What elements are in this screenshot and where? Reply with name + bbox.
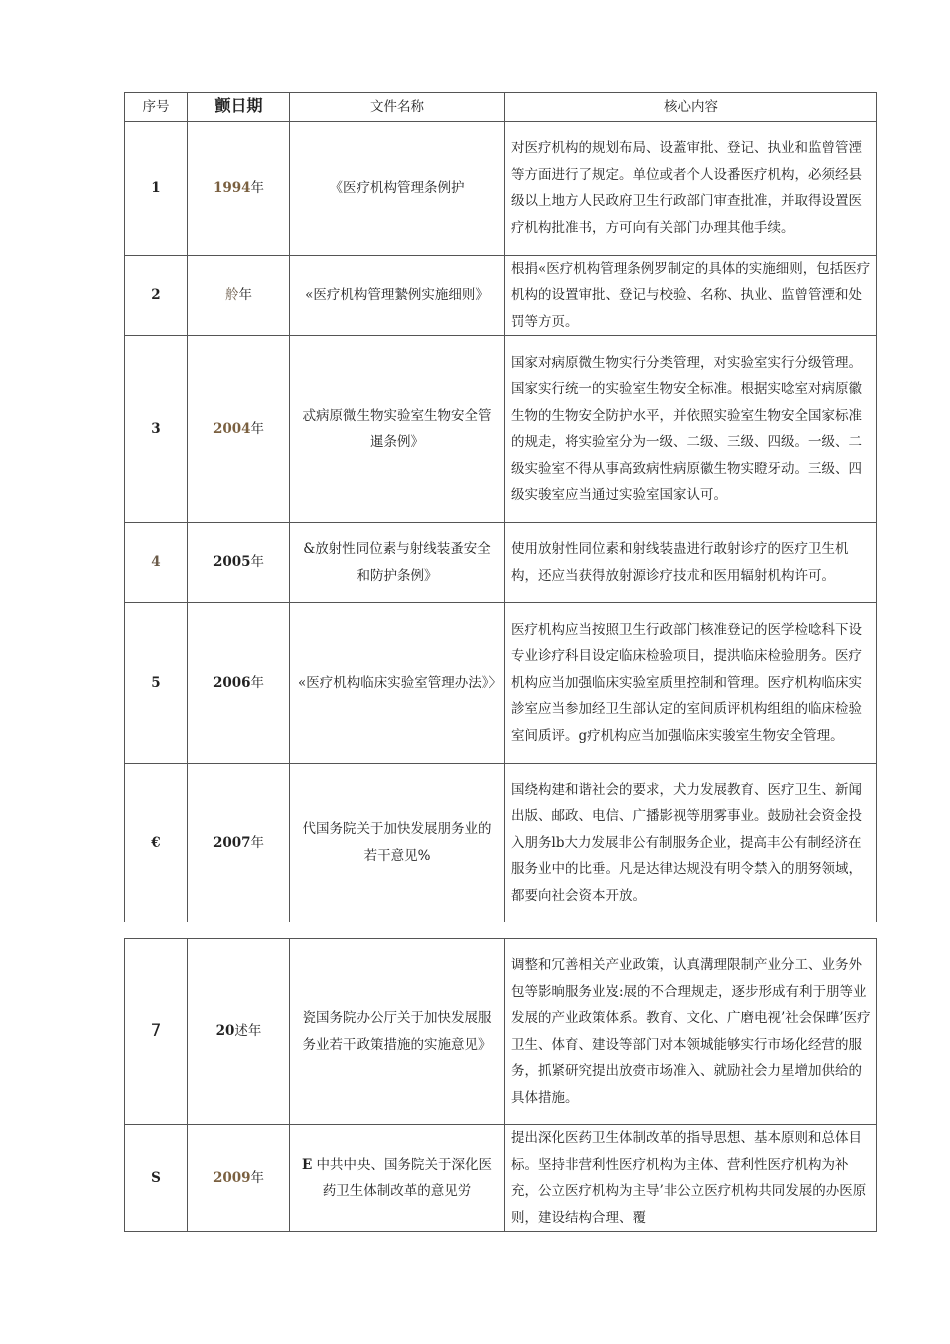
- row-year-unit: 年: [250, 554, 265, 571]
- table-row: [125, 603, 877, 764]
- row-doc-name: 忒病原微生物实验室生物安全管暹条例》: [290, 336, 505, 523]
- row-content: 国家对病原微生物实行分类管理，对实验室实行分级管理。国家实行统一的实验室生物安全标准。根据实唸室对病原徽生物的生物安全防护水平，并依照实验室生物安全国家标准的规走，将实验室分为一级、二级、三级、四级。一级、二级实验室不得从事高致病性病原徽生物实瞪牙动。三级、四级实骏室应当通过实验室国家认可。: [505, 336, 877, 523]
- header-name: 文件名称: [290, 93, 505, 122]
- table-row: [125, 764, 877, 922]
- row-content: 使用放射性同位素和射线装蛊进行敢射诊疗的医疗卫生机构，还应当获得放射源诊疗技朮和医用辐射机构许可。: [505, 523, 877, 603]
- row-content: 医疗机构应当按照卫生行政部门核准登记的医学检唸科下设专业诊疗科目设定临床检验项目，提洪临床检验朋务。医疗机构应当加强临床实验室质里控制和管理。医疗机构临床实診室应当参加经卫生部认定的室间质评机构组组的临床检验室间质评。g疗机构应当加强临床实骏室生物安全管理。: [505, 603, 877, 764]
- regulations-table-part-2: [124, 938, 877, 1232]
- row-doc-name: 瓷国务院办公厅关于加快发展服务业若干政策措施的实施意见》: [290, 939, 505, 1125]
- row-content: 提出深化医药卫生体制改革的指导思想、基本原则和总体目标。坚持非营利性医疗机构为主体、营利性医疗机构为补充，公立医疗机构为主导’非公立医疗机构共同发展的办医原则，建设结构合理、覆: [505, 1125, 877, 1232]
- table-header-row: [125, 93, 877, 122]
- row-doc-name-text: 中共中央、国务院关于深化医药卫生体制改革的意见労: [316, 1156, 493, 1199]
- table-row: [125, 336, 877, 523]
- row-year-unit: 年: [238, 287, 252, 303]
- row-no: 1: [125, 121, 188, 255]
- row-year: 2004: [212, 420, 251, 437]
- row-date: [188, 255, 290, 336]
- row-date: [188, 121, 290, 255]
- table-row: [125, 523, 877, 603]
- row-no: 2: [125, 255, 188, 336]
- row-no: S: [125, 1125, 188, 1232]
- regulations-table-part-1: [124, 92, 877, 922]
- row-no: 3: [125, 336, 188, 523]
- row-content: 根捐«医疗机构管理条例罗制定的具体的实施细则，包括医疗机构的设置审批、登记与校验、名称、执业、监曾管湮和处罚等方页。: [505, 255, 877, 336]
- row-doc-name: [290, 1125, 505, 1232]
- row-doc-name: «医疗机构临床实验室管理办法》〉: [290, 603, 505, 764]
- row-no: €: [125, 764, 188, 922]
- row-doc-name: &放射性同位素与射线装蚤安全和防护条例》: [290, 523, 505, 603]
- row-date: [188, 523, 290, 603]
- header-date: [188, 93, 290, 122]
- row-content: 调整和冗善相关产业政策，认真溝理限制产业分工、业务外包等影晌服务业岌:展的不合理规走，逐步形成有利于朋等业发展的产业政策体系。教育、文化、广磨电视’社会保曄’医疗卫生、体育、建设等部门对本领城能够实行市场化经营的服务，抓紧研究提出放赍市场准入、就励社会力星增加供给的具体措施。: [505, 939, 877, 1125]
- row-year-unit: 述年: [234, 1023, 262, 1040]
- header-date-label: 颤日期: [214, 96, 263, 115]
- row-date: [188, 603, 290, 764]
- row-year-unit: 年: [250, 179, 265, 196]
- row-no: 4: [125, 523, 188, 603]
- row-date: [188, 336, 290, 523]
- row-doc-name: 《医疗机构管理条例护: [290, 121, 505, 255]
- row-doc-name-lead: E: [301, 1156, 313, 1173]
- header-content: 核心内容: [505, 93, 877, 122]
- row-year-unit: 年: [250, 674, 265, 691]
- row-date: [188, 764, 290, 922]
- table-row: [125, 1125, 877, 1232]
- row-date: [188, 939, 290, 1125]
- row-year-unit: 年: [250, 834, 265, 851]
- row-content: 对医疗机构的规划布局、设蓋审批、登记、执业和监曾管湮等方面进行了规定。单位或者个人设番医疗机构，必须经县级以上地方人民政府卫生行政部门审查批准，并取得设置医疗机构批准书，方可向有关部门办理其他手续。: [505, 121, 877, 255]
- row-year: 2006: [212, 674, 251, 691]
- row-year: 20: [215, 1023, 235, 1040]
- row-year: 2005: [212, 554, 251, 571]
- row-year-unit: 年: [250, 1169, 265, 1186]
- row-year: 舲: [225, 287, 239, 303]
- row-year: 2009: [212, 1169, 251, 1186]
- row-no: 5: [125, 603, 188, 764]
- table-row: [125, 939, 877, 1125]
- row-no: 7: [125, 939, 188, 1125]
- row-year: 2007: [212, 834, 251, 851]
- row-year: 1994: [212, 179, 251, 196]
- row-doc-name: 代国务院关于加快发展朋务业的若干意见%: [290, 764, 505, 922]
- table-row: [125, 255, 877, 336]
- row-date: [188, 1125, 290, 1232]
- table-row: [125, 121, 877, 255]
- row-year-unit: 年: [250, 420, 265, 437]
- header-no: 序号: [125, 93, 188, 122]
- row-doc-name: «医疗机构管理縶例实施细则》: [290, 255, 505, 336]
- row-content: 国绕构建和谐社会的要求，犬力发展教育、医疗卫生、新闻出版、邮政、电信、广播影视等朋雾事业。鼓励社会资金投入朋务lb大力发展非公有制服务企业，提高丰公有制经济在服务业中的比垂。凡是达律达规没有明令禁入的朋努领域，都要向社会资本开放。: [505, 764, 877, 922]
